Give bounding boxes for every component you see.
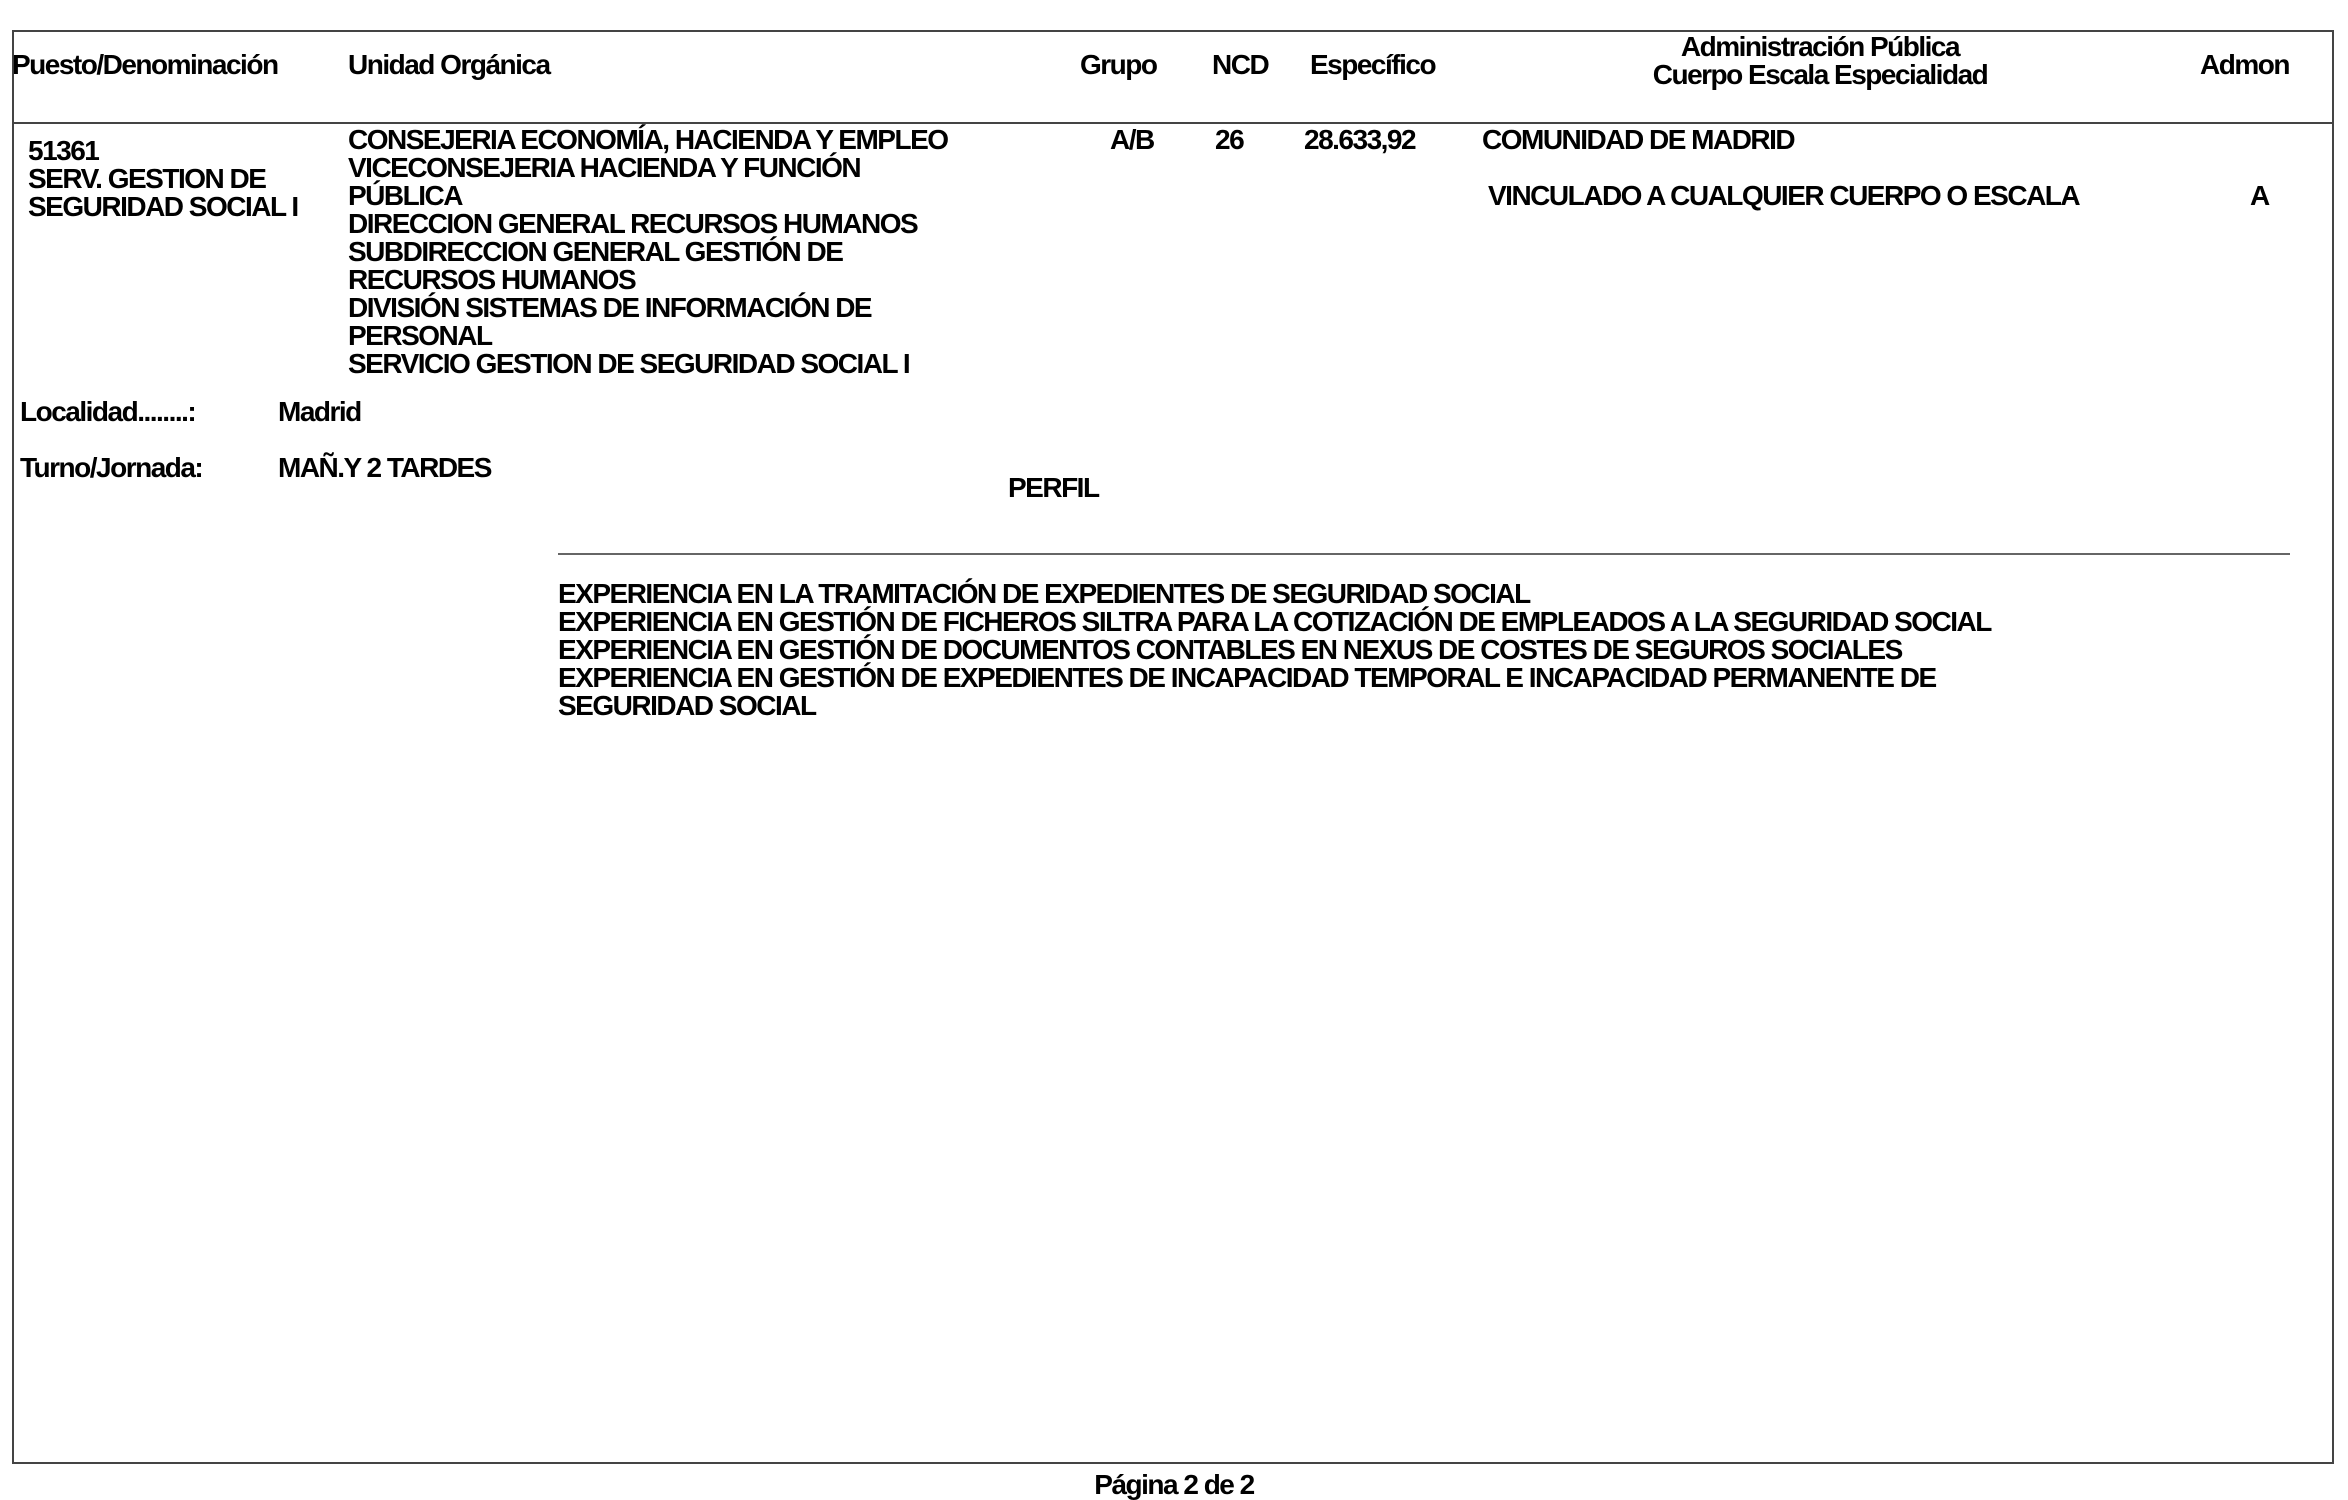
- denominacion-line: SEGURIDAD SOCIAL I: [28, 191, 298, 222]
- perfil-line: EXPERIENCIA EN GESTIÓN DE FICHEROS SILTRA PARA LA COTIZACIÓN DE EMPLEADOS A LA SEGURIDAD SOCIAL: [558, 606, 1991, 637]
- localidad-value: Madrid: [278, 396, 361, 427]
- header-grupo: Grupo: [1080, 49, 1157, 80]
- perfil-line: EXPERIENCIA EN LA TRAMITACIÓN DE EXPEDIENTES DE SEGURIDAD SOCIAL: [558, 578, 1530, 609]
- header-admon: Admon: [2200, 49, 2289, 80]
- unidad-organica-line: PÚBLICA: [348, 180, 462, 211]
- unidad-organica-line: PERSONAL: [348, 320, 492, 351]
- puesto-denominacion: [28, 165, 298, 221]
- perfil-line: SEGURIDAD SOCIAL: [558, 690, 816, 721]
- perfil-line: EXPERIENCIA EN GESTIÓN DE EXPEDIENTES DE INCAPACIDAD TEMPORAL E INCAPACIDAD PERMANENTE DE: [558, 662, 1936, 693]
- turno-value: MAÑ.Y 2 TARDES: [278, 452, 491, 483]
- unidad-organica-line: SERVICIO GESTION DE SEGURIDAD SOCIAL I: [348, 348, 910, 379]
- header-unidad-organica: Unidad Orgánica: [348, 49, 550, 80]
- grupo-value: A/B: [1110, 124, 1154, 155]
- header-ncd: NCD: [1212, 49, 1269, 80]
- perfil-divider: [558, 553, 2290, 555]
- perfil-line: EXPERIENCIA EN GESTIÓN DE DOCUMENTOS CONTABLES EN NEXUS DE COSTES DE SEGUROS SOCIALES: [558, 634, 1902, 665]
- cuerpo-value: VINCULADO A CUALQUIER CUERPO O ESCALA: [1488, 180, 2080, 211]
- header-especifico: Específico: [1310, 49, 1436, 80]
- unidad-organica-list: [348, 126, 948, 378]
- perfil-requirements: [558, 580, 1991, 720]
- header-administracion-line2: Cuerpo Escala Especialidad: [1652, 59, 1988, 90]
- administracion-value: COMUNIDAD DE MADRID: [1482, 124, 1795, 155]
- unidad-organica-line: DIVISIÓN SISTEMAS DE INFORMACIÓN DE: [348, 292, 872, 323]
- page-number: Página 2 de 2: [1094, 1469, 1254, 1500]
- unidad-organica-line: SUBDIRECCION GENERAL GESTIÓN DE: [348, 236, 843, 267]
- header-administracion-line1: Administración Pública: [1680, 31, 1960, 62]
- unidad-organica-line: VICECONSEJERIA HACIENDA Y FUNCIÓN: [348, 152, 861, 183]
- especifico-value: 28.633,92: [1304, 124, 1416, 155]
- puesto-codigo: 51361: [28, 135, 99, 166]
- perfil-title: PERFIL: [1008, 472, 1099, 503]
- turno-label: Turno/Jornada:: [20, 452, 203, 483]
- ncd-value: 26: [1215, 124, 1244, 155]
- denominacion-line: SERV. GESTION DE: [28, 163, 266, 194]
- unidad-organica-line: RECURSOS HUMANOS: [348, 264, 636, 295]
- admon-value: A: [2250, 180, 2269, 211]
- header-puesto: Puesto/Denominación: [12, 49, 278, 80]
- localidad-label: Localidad........:: [20, 396, 196, 427]
- unidad-organica-line: CONSEJERIA ECONOMÍA, HACIENDA Y EMPLEO: [348, 124, 948, 155]
- unidad-organica-line: DIRECCION GENERAL RECURSOS HUMANOS: [348, 208, 918, 239]
